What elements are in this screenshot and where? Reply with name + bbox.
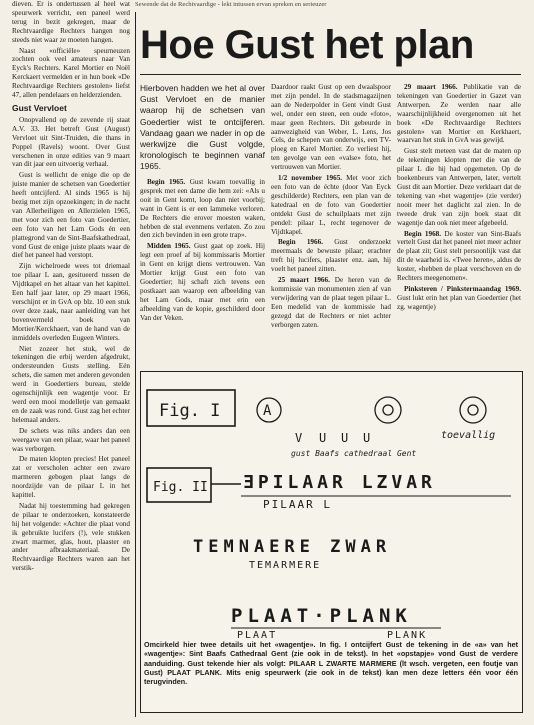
- col1-paragraph: Niet zozeer het stuk, wel de tekeningen die erbij werden afgedrukt, ondersteunden Gusts stelling. Eén schets, die samen met anderen gevonden werd in Goedertiers bureau, stelde ogenschijnlijk een wagentje voor. Er werd een mooi modelletje van gemaakt en de zaak was rond. Gust zag het echter helemaal anders.: [12, 344, 130, 424]
- col1-paragraph: Naast «officiële» speurneuzen zochten ook veel amateurs naar Van Eyck's Rechters. Karel Mortier en Noël Kerckaert vermelden er in hun boek «De Rechtvaardige Rechters gestolen» liefst 47, allen pendelaars en helderzienden.: [12, 46, 130, 100]
- column-2: [140, 178, 265, 368]
- date-lead: Begin 1968.: [404, 229, 442, 238]
- column-3: [271, 83, 391, 368]
- col1-paragraph: De maten klopten precies! Het paneel zat er verscholen achter een zware marmeren gebogen plaat langs de noordzijde van de pilaar L in het kapittel.: [12, 455, 130, 500]
- column-4: [397, 83, 521, 368]
- col1-paragraph: De schets was niks anders dan een weergave van een pilaar, waar het paneel was verborgen.: [12, 426, 130, 453]
- circle-mark: [383, 405, 393, 415]
- date-lead: Begin 1965.: [147, 178, 186, 186]
- circle-mark: [375, 397, 401, 423]
- code-row-3: PLAAT·PLANK: [231, 605, 412, 627]
- circle-letter: U: [363, 431, 371, 445]
- circle-letter: V: [295, 431, 303, 445]
- col1-paragraph: Gust is wellicht de enige die op de juiste manier de schetsen van Goedertier heeft ontcijferd. Al sinds 1965 is hij bezig met zijn opzoekingen; in de nacht van Allerheiligen en Allerzielen 1965, met voor zich een foto van Goedertier, een foto van het Lam Gods én een plattegrond van de Sint-Baafskathedraal, vond Gust de enige juiste plaats waar de dief het paneel had verstopt.: [12, 171, 130, 260]
- col1-paragraph: Nadat hij toestemming had gekregen de pilaar te onderzoeken, konstateerde hij het volgende: «Achter die plaat vond ik gebruikte lucifers (!), vele stukken zwart marmer, glas, hout, plaaster en ander afbraakmateriaal. De Rechtvaardige Rechters waren aan het verstik-: [12, 501, 130, 573]
- col3-text: Met voor zich een foto van de échte (door Van Eyck geschilderde) Rechters, een plan van de katedraal en de foto van Goedertier ontdekt Gust de schuilplaats met zijn pendel: pilaar L, recht tegenover de Vijdtkapel.: [271, 174, 391, 236]
- fig1-label: Fig. I: [159, 401, 221, 421]
- circle-mark: [460, 397, 486, 423]
- date-lead: 1/2 november 1965.: [278, 174, 343, 183]
- toevallig-note: toevallig: [441, 430, 496, 441]
- code-row-2: TEMNAERE ZWAR: [193, 537, 392, 557]
- col2-text: Gust gaat op zoek. Hij legt een proef af bij kommissaris Mortier in Gent en krijgt diens vertrouwen. Van Mortier krijgt Gust een foto van Goedertier; hij schaft zich tevens een postkaart aan waarop een afbeelding van het Lam Gods, maar met erin een afbeelding van de kopie, geschilderd door Van der Veken.: [140, 242, 265, 322]
- code-row-1: ƎPILAAR LZVAR: [243, 472, 436, 493]
- col1-paragraph: Zijn wichelroede wees tot driemaal toe pilaar L aan, gesitueerd tussen de Vijdtkapel en het altaar van het kapittel. Een half jaar later, op 29 maart 1966, verschijnt er in GvA op blz. 10 een stuk over deze zaak, naar aanleiding van het bovenvermeld boek van Mortier/Kerckhaert, van de hand van de inmiddels overleden Eugeen Winters.: [12, 262, 130, 342]
- col1-paragraph: dieven. Er is ondertussen al heel wat speurwerk verricht, een paneel werd terug in bezit gekregen, maar de Rechtvaardige Rechters hangen nog steeds niet waar ze moeten hangen.: [12, 0, 130, 44]
- column-divider: [135, 12, 136, 717]
- col4-text: Publikatie van de tekeningen van Goedertier in Gazet van Antwerpen. Ze werden naar alle waarschijnlijkheid overgenomen uit het boek «De Rechtvaardige Rechters gestolen» van Mortier en Kerkhaert, waarvan het stuk in GvA was gewijd.: [397, 83, 521, 145]
- circle-letters: [257, 397, 486, 423]
- date-lead: Midden 1965.: [147, 242, 191, 251]
- headline-rule: [140, 74, 521, 75]
- col3-paragraph: Daardoor raakt Gust op een dwaalspoor met zijn pendel. In de stadsmagazijnen aan de Nederpolder in Gent vindt Gust wel, onder een steen, een oude «foto», maar geen Rechters. Dit gebeurde in aanwezigheid van Weber, L. Lens, Jos Cels, de schepen van onderwijs, een TV-ploeg en Karel Mortier. Zo verliest hij, ten gevolge van een «valse» foto, het vertrouwen van Mortier.: [271, 83, 391, 172]
- reading-row-3a: PLAAT: [237, 630, 278, 640]
- intro-paragraph: Hierboven hadden we het al over Gust Vervloet en de manier waarop hij de schetsen van Goedertier wist te ontcijferen. Vandaag gaan we nader in op de werkwijze die Gust volgde, kronologisch te beginnen vanaf 1965.: [140, 83, 265, 172]
- col3-text: De heren van de kommissie van monumenten zien af van verwijdering van de plaat tegen pilaar L. Een medelid van de kommissie had gezegd dat de Rechters er niet achter verborgen zaten.: [271, 276, 391, 329]
- date-lead: Pinksteren / Pinkstermaandag 1969.: [404, 284, 521, 293]
- figure-caption: Omcirkeld hier twee details uit het «wagentje». In fig. I ontcijfert Gust de tekening in de «a» van het «wagentje»: Sint Baafs Cathedraal Gent (zie ook in de tekst). In het «opstapje» vond Gust de verdere aanduiding. Gust tekende hier als volgt: PILAAR L ZWARTE MARMERE (lt wsch. vergeten, een foutje van Gust) PLAAT PLANK. Mits enig speurwerk (zie ook in de tekst) kan men deze letters één voor één terugvinden.: [144, 640, 518, 687]
- circle-letter: A: [263, 403, 272, 419]
- circle-letter: U: [319, 431, 327, 445]
- top-strip: Sewende dat de Rechtvaardige - lekt intussen ervan spreken en serieuzer: [135, 1, 327, 8]
- headline: Hoe Gust het plan: [140, 23, 474, 67]
- circle-mark: [468, 405, 478, 415]
- reading-row-3b: PLANK: [387, 630, 428, 640]
- reading-row-1: PILAAR L: [263, 498, 332, 511]
- date-lead: Begin 1966.: [278, 238, 323, 247]
- circle-note: gust Baafs cathedraal Gent: [291, 449, 417, 458]
- col4-text: Gust lukt erin het plan van Goedertier (het zg. wagentje): [397, 293, 521, 311]
- fig2-label: Fig. II: [153, 480, 208, 495]
- handwritten-sketch: [141, 372, 522, 640]
- column-1: [12, 0, 130, 725]
- col2-text: Gust kwam toevallig in gesprek met een dame die hem zei: «Als u ooit in Gent komt, loop dan niet voorbij; want in Gent is er een lammeke verloren. De Rechters die erover moesten waken, hebben de stal evenmens verlaten. Zo zou den zich bevinden in een grote trap».: [140, 178, 265, 240]
- reading-row-2: TEMARMERE: [249, 560, 322, 571]
- col4-paragraph: Gust stelt meteen vast dat de maten op de tekeningen klopten met die van de pilaar L die hij had opgemeten. Op de boekenbeurs van Antwerpen, later, vertelt Gust dit aan Mortier. Deze verklaart dat de tekening van «het wagentje» (zie verder) nooit meer het daglicht zal zien. In de tweede druk van zijn boek staat dit wagentje dan ook niet meer afgebeeld.: [397, 147, 521, 227]
- col3-text: Gust onderzoekt meermaals de bewuste pilaar; erachter treft hij lucifers, plaaster enz. aan, hij voelt het paneel zitten.: [271, 238, 391, 274]
- col1-paragraph: Onopvallend op de zevende rij staat A.V. 33. Het betreft Gust (August) Vervloet uit Sint-Truiden, die thans in Poppel (Ravels) woont. Over Gust verschenen in onze edities van 9 maart van dit jaar een uitvoerig verhaal.: [12, 115, 130, 169]
- circle-letter: U: [341, 431, 349, 445]
- date-lead: 29 maart 1966.: [404, 83, 458, 91]
- date-lead: 25 maart 1966.: [278, 276, 330, 285]
- section-heading: Gust Vervloet: [12, 102, 67, 113]
- col4-text: De koster van Sint-Baafs vertelt Gust dat het paneel niet meer achter de plaat zit; Gust stelt persoonlijk vast dat dit de waarheid is. «Twee heren», aldus de koster, «hebben de plaat verschoven en de Rechters meegenomen».: [397, 229, 521, 283]
